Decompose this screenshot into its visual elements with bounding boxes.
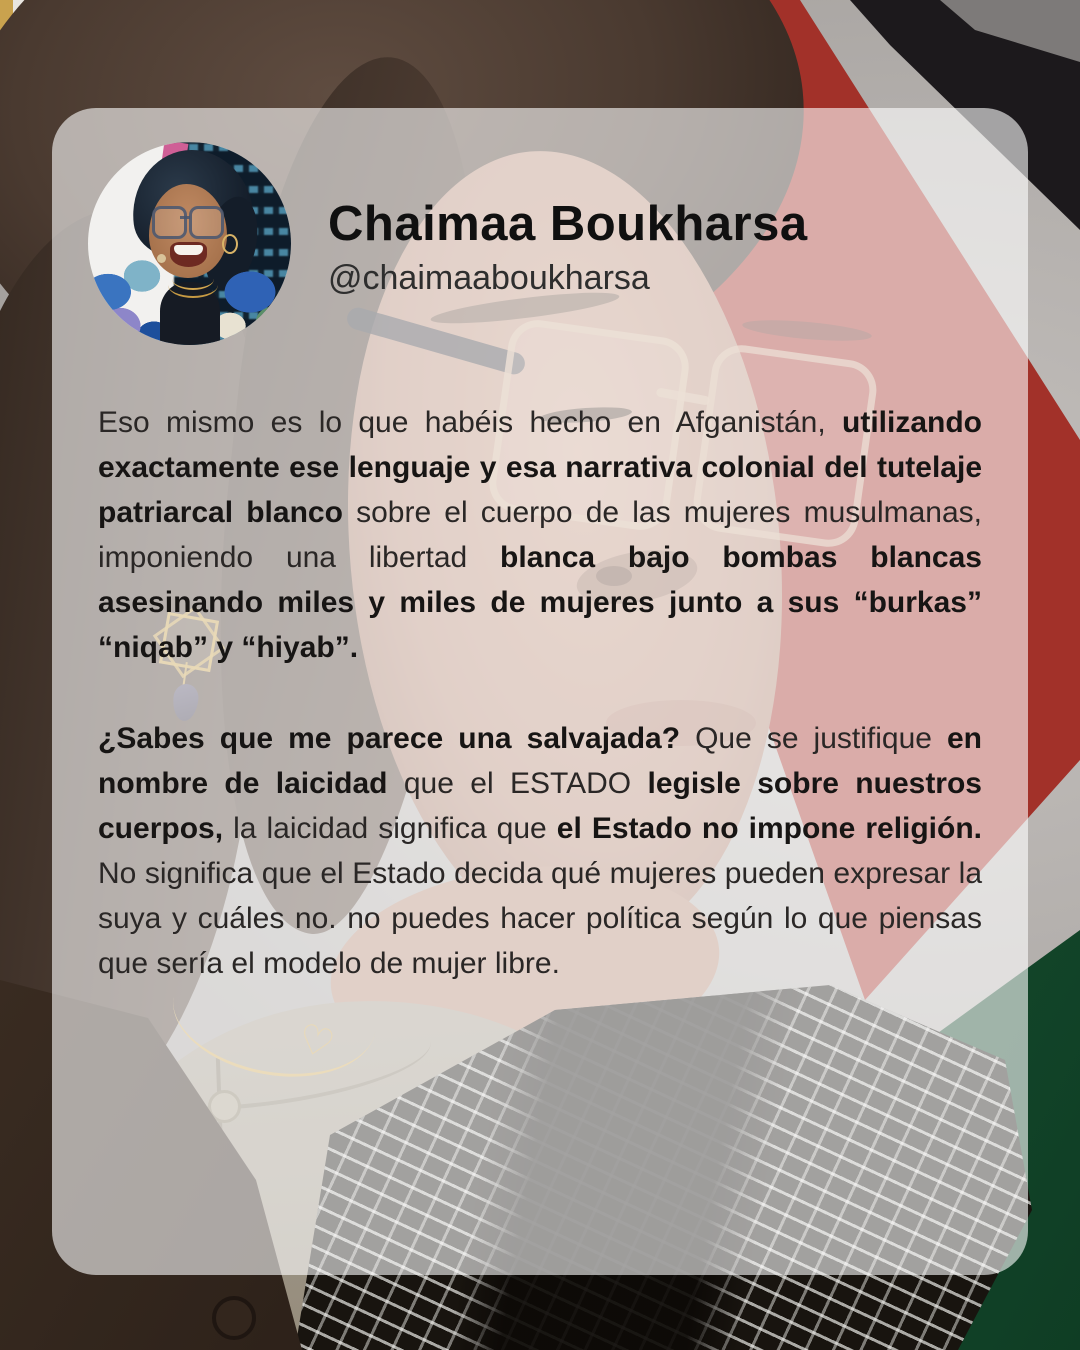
bold-text-segment: en nombre de laicidad: [98, 722, 982, 800]
paragraph: [98, 400, 982, 670]
avatar-glasses-bridge: [180, 216, 190, 219]
text-segment: No significa que el Estado decida qué mujeres pueden expresar la suya y cuáles no. no puedes hacer política según lo que piensas que sería el modelo de mujer libre.: [98, 857, 982, 980]
bold-text-segment: legisle sobre nuestros cuerpos,: [98, 767, 982, 845]
avatar-glasses-lens: [152, 206, 187, 239]
avatar-earring-hoop: [222, 234, 238, 254]
avatar-teeth: [174, 245, 203, 255]
bold-text-segment: blanca bajo bombas blancas asesinando miles y miles de mujeres junto a sus “burkas” “niqab” y “hiyab”.: [98, 541, 982, 664]
text-segment: Eso mismo es lo que habéis hecho en Afganistán,: [98, 406, 843, 439]
text-segment: Que se justifique: [680, 722, 947, 755]
quote-card: [52, 108, 1028, 1275]
avatar-glasses-lens: [189, 206, 224, 239]
profile-header: [328, 196, 808, 298]
text-segment: sobre el cuerpo de las mujeres musulmanas, imponiendo una libertad: [98, 496, 982, 574]
profile-handle: @chaimaaboukharsa: [328, 259, 650, 297]
text-segment: que el ESTADO: [387, 767, 648, 800]
text-segment: la laicidad significa que: [223, 812, 557, 845]
avatar-necklace: [168, 272, 218, 298]
bold-text-segment: el Estado no impone religión.: [556, 812, 983, 845]
post-body: [98, 400, 982, 1032]
avatar: [88, 142, 291, 345]
paragraph: [98, 716, 982, 986]
bold-text-segment: utilizando exactamente ese lenguaje y esa narrativa colonial del tutelaje patriarcal blanco: [98, 406, 982, 529]
bold-text-segment: ¿Sabes que me parece una salvajada?: [98, 722, 681, 755]
cardigan-button: [212, 1296, 256, 1340]
profile-name: Chaimaa Boukharsa: [328, 197, 808, 251]
